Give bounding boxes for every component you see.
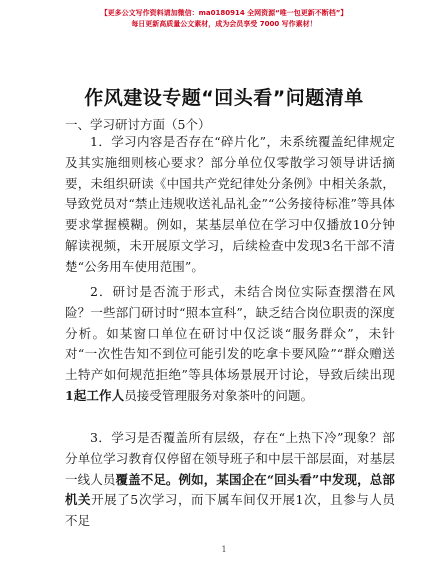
promo-banner-line1: 【更多公文写作资料请加微信：ma0180914 全网资源“唯一包更新不断档”】 (100, 9, 348, 17)
paragraph-3-text-a: 3．学习是否覆盖所有层级，存在“上热下冷”现象？部分单位学习教育仅停留在领导班子和中层干部层面，对基层一线人员 (65, 430, 395, 487)
section-heading: 一、学习研讨方面（5个） (65, 117, 211, 132)
promo-banner (0, 8, 448, 30)
document-title: 作风建设专题“回头看”问题清单 (84, 87, 364, 109)
paragraph-3-bold-text: 覆盖不足。例如，某国企在“回头看”中发现，总部机关 (65, 471, 395, 508)
paragraph-2-text-c: 员接受管理服务对象茶叶的问题。 (124, 387, 314, 403)
paragraph-1 (65, 132, 395, 278)
paragraph-2-bold-text: 1起工作人 (65, 387, 125, 403)
page-number: 1 (221, 545, 227, 554)
paragraph-2 (65, 282, 395, 407)
paragraph-3-text-c: 开展了5次学习，而下属车间仅开展1次，且参与人员不足 (65, 492, 395, 529)
paragraph-2-text-a: 2．研讨是否流于形式，未结合岗位实际查摆潜在风险？一些部门研讨时“照本宣科”，缺乏结合岗位职责的深度分析。如某窗口单位在研讨中仅泛谈“服务群众”，未针对“一次性告知不到位可能引发的吃拿卡要风险”“群众赠送土特产如何规范拒绝”等具体场景展开讨论，导致后续出现 (65, 284, 395, 383)
paragraph-1-text: 1．学习内容是否存在“碎片化”，未系统覆盖纪律规定及其实施细则核心要求？部分单位仅零散学习领导讲话摘要，未组织研读《中国共产党纪律处分条例》中相关条款，导致党员对“禁止违规收送礼品礼金”“公务接待标准”等具体要求掌握模糊。例如，某基层单位在学习中仅播放10分钟解读视频，未开展原文学习，后续检查中发现3名干部不清楚“公务用车使用范围”。 (65, 134, 395, 274)
promo-banner-line2: 每日更新高质量公文素材，成为会员享受 7000 写作素材！ (131, 20, 317, 28)
paragraph-3 (65, 428, 395, 532)
